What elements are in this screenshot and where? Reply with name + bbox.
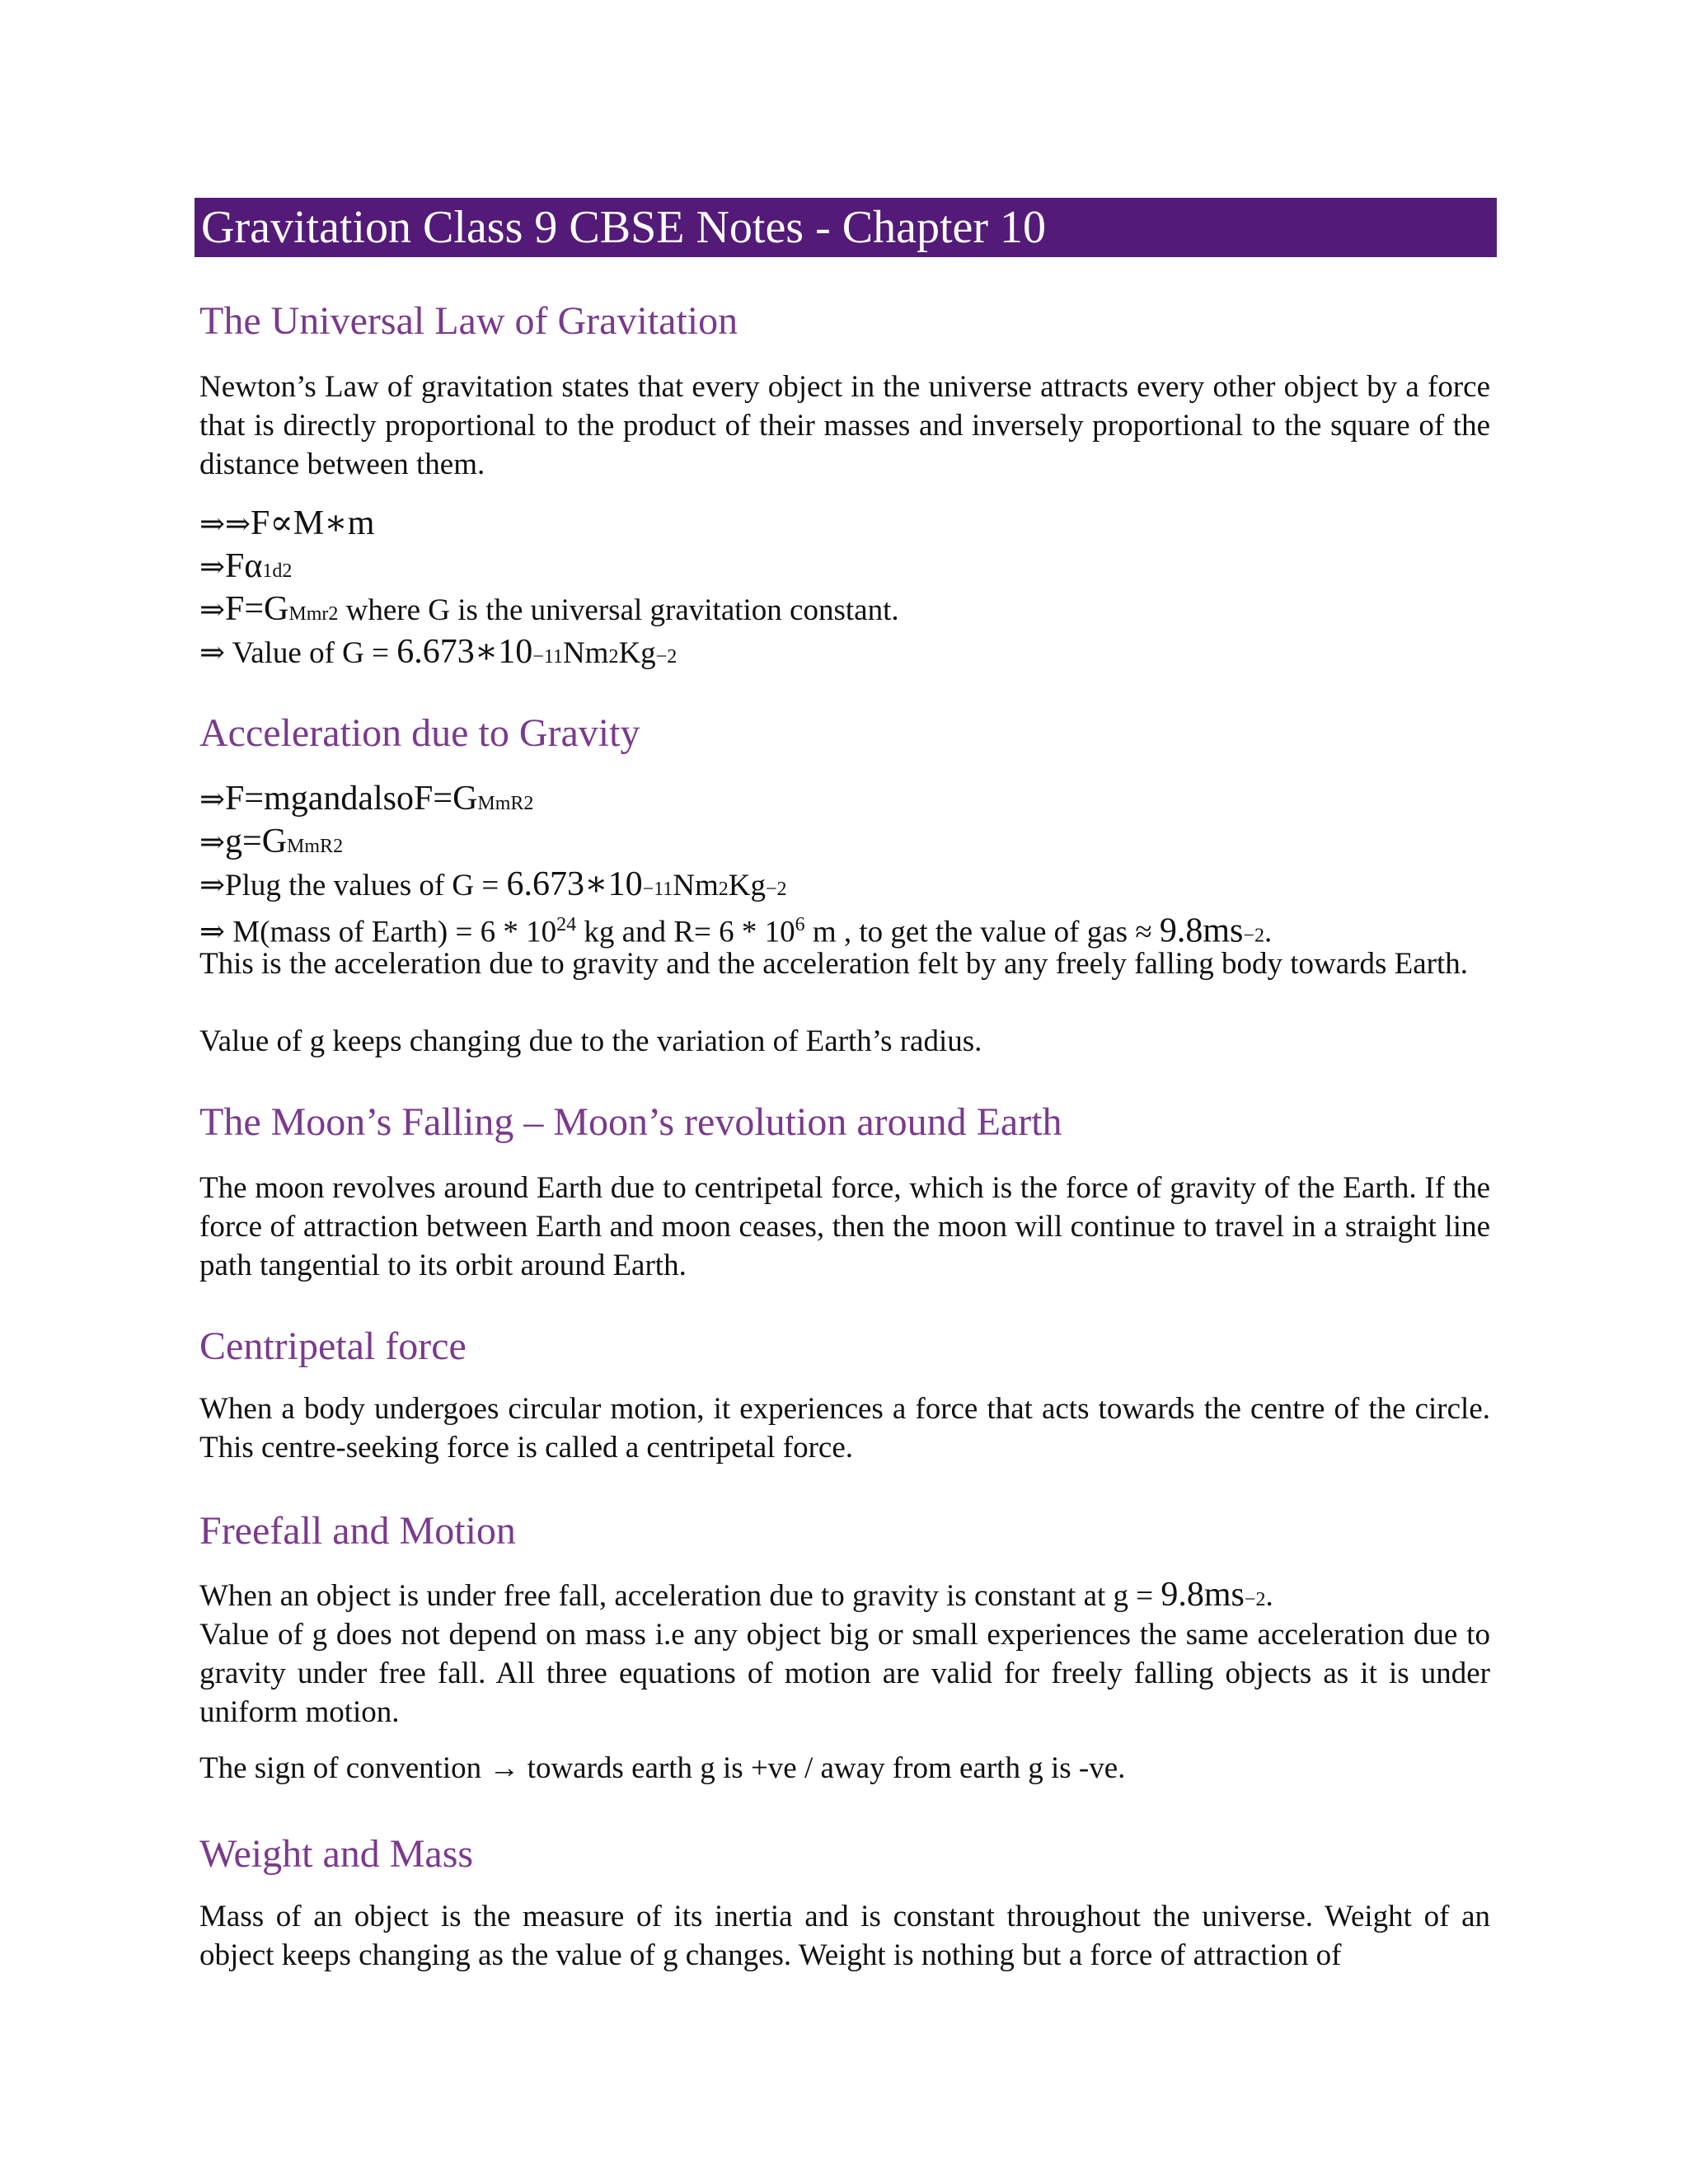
page-title: Gravitation Class 9 CBSE Notes - Chapter 10 [201, 202, 1047, 253]
heading-universal-law: The Universal Law of Gravitation [199, 299, 738, 343]
formula-g: ⇒g=GMmR2 [199, 823, 344, 860]
formula-newton-law: ⇒F=GMmr2 where G is the universal gravitation constant. [199, 590, 899, 628]
formula-earth-values: ⇒ M(mass of Earth) = $6 * 10^{24}$ kg and $R= 6 * 10^6$ m , to get the value of gas ≈ 9.8ms−2. [199, 912, 1273, 950]
paragraph-universal-law: Newton’s Law of gravitation states that every object in the universe attracts every other object by a force that is directly proportional to the product of their masses and inversely proportional to the square of the distance between them. [199, 370, 1490, 481]
heading-weight-mass: Weight and Mass [199, 1832, 474, 1876]
formula-force-mg: ⇒F=mgandalsoF=GMmR2 [199, 780, 534, 818]
paragraph-centripetal: When a body undergoes circular motion, it experiences a force that acts towards the centre of the circle. This centre-seeking force is called a centripetal force. [199, 1392, 1490, 1465]
paragraph-moon: The moon revolves around Earth due to centripetal force, which is the force of gravity of the Earth. If the force of attraction between Earth and moon ceases, then the moon will continue to travel in a straight line path tangential to its orbit around Earth. [199, 1171, 1490, 1282]
heading-moon: The Moon’s Falling – Moon’s revolution around Earth [199, 1100, 1062, 1144]
formula-inverse-square: ⇒Fα1d2 [199, 547, 293, 585]
title-bar [195, 198, 1497, 257]
heading-acceleration: Acceleration due to Gravity [199, 711, 640, 755]
formula-value-of-g: ⇒ Value of G = 6.673∗10−11Nm2Kg−2 [199, 633, 678, 671]
freefall-constant-g: When an object is under free fall, acceleration due to gravity is constant at g = 9.8ms−2. [199, 1576, 1273, 1614]
heading-freefall: Freefall and Motion [199, 1509, 516, 1553]
formula-proportional: ⇒⇒F∝M∗m [199, 504, 375, 542]
paragraph-acceleration: This is the acceleration due to gravity and the acceleration felt by any freely falling body towards Earth. [199, 947, 1469, 981]
paragraph-sign-convention: The sign of convention → towards earth g is +ve / away from earth g is -ve. [199, 1751, 1126, 1785]
formula-plug-values: ⇒Plug the values of G = 6.673∗10−11Nm2Kg−2 [199, 865, 787, 903]
paragraph-weight-mass: Mass of an object is the measure of its inertia and is constant throughout the universe. Weight of an object keeps changing as the value of g changes. Weight is nothing but a force of attraction of [199, 1900, 1490, 1972]
paragraph-g-changing: Value of g keeps changing due to the variation of Earth’s radius. [199, 1024, 982, 1058]
heading-centripetal: Centripetal force [199, 1324, 467, 1368]
paragraph-freefall: Value of g does not depend on mass i.e any object big or small experiences the same acceleration due to gravity under free fall. All three equations of motion are valid for freely falling objects as it is under uniform motion. [199, 1618, 1490, 1729]
